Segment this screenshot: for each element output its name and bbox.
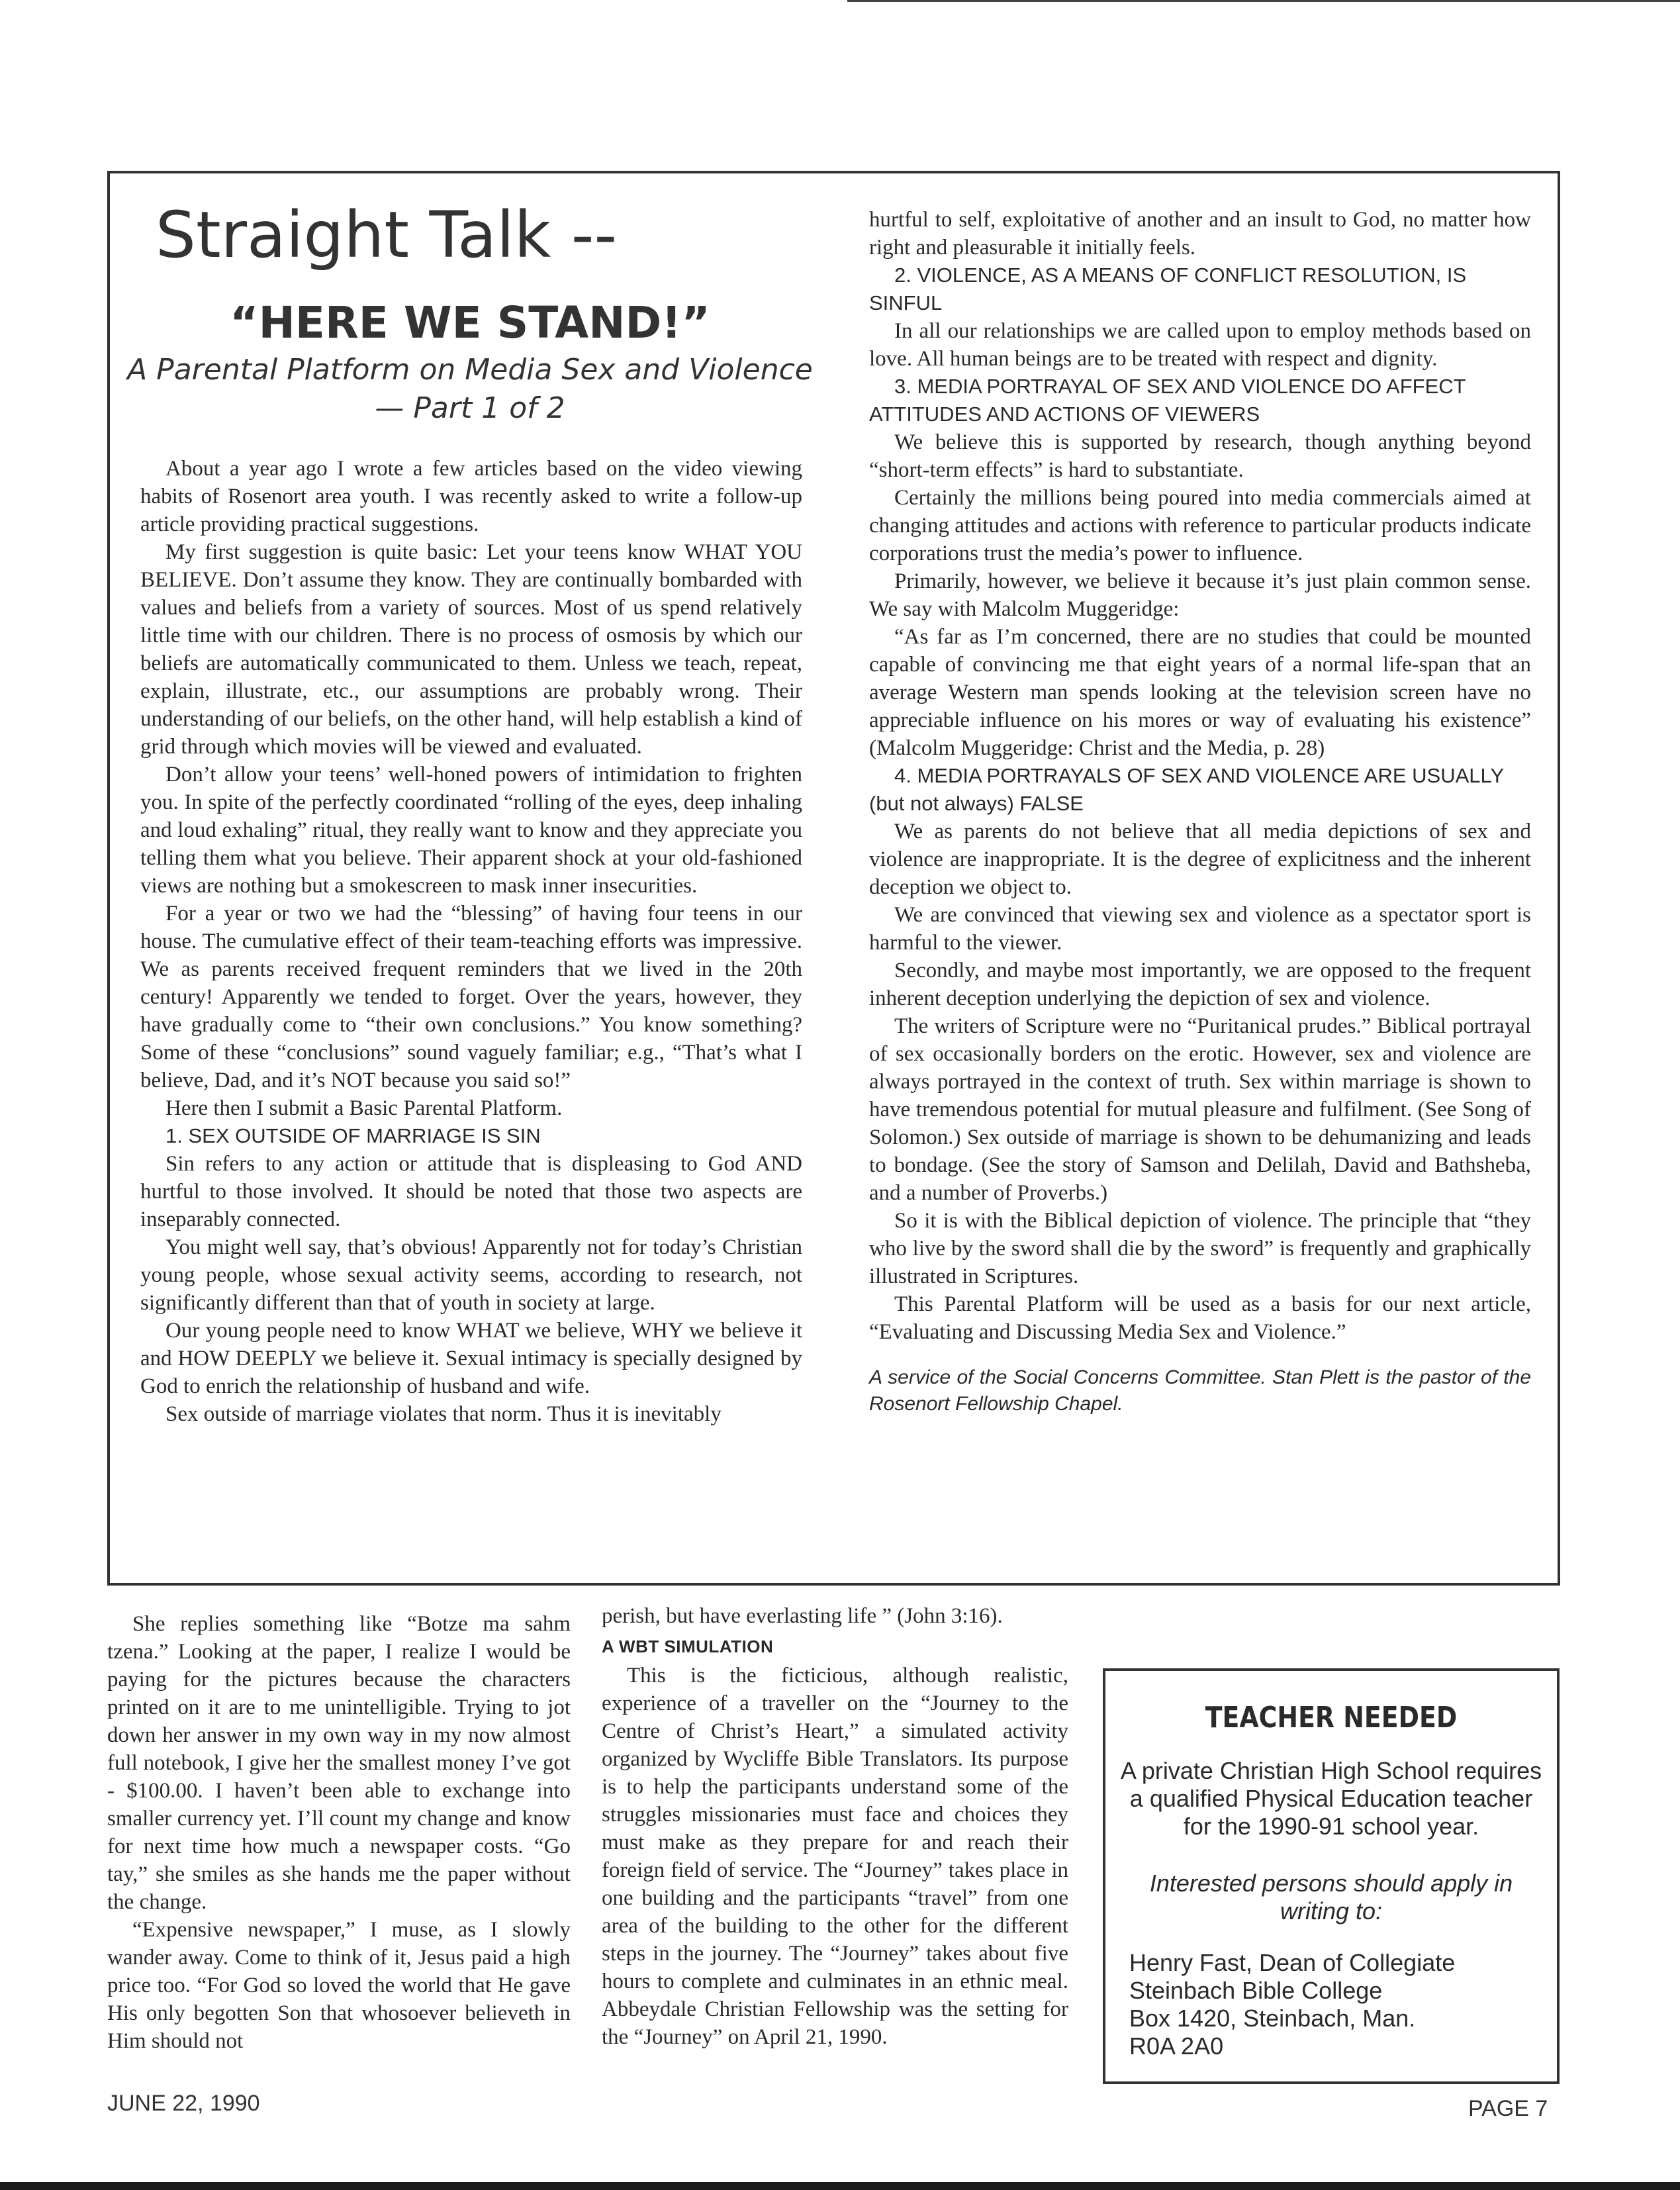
paragraph: Secondly, and maybe most importantly, we are opposed to the frequent inherent deception underlying the depiction of sex and violence. [869, 959, 1531, 1010]
section-heading: 2. VIOLENCE, AS A MEANS OF CONFLICT RESOLUTION, IS SINFUL [869, 263, 1467, 314]
article-subhead: A Parental Platform on Media Sex and Violence [127, 353, 813, 387]
paragraph: So it is with the Biblical depiction of violence. The principle that “they who live by the sword shall die by the sword” is frequently and graphically illustrated in Scriptures. [869, 1209, 1531, 1288]
paragraph: hurtful to self, exploitative of another and an insult to God, no matter how right and pleasurable it initially feels. [869, 208, 1531, 260]
address-line: Steinbach Bible College [1129, 1977, 1383, 2004]
ad-body: A private Christian High School requires a qualified Physical Education teacher for the 1990-91 school year. [1120, 1757, 1542, 1840]
page-number: PAGE 7 [1468, 2096, 1548, 2121]
bottom-edge [0, 2182, 1680, 2190]
article-subhead-part: — Part 1 of 2 [375, 391, 565, 425]
paragraph: We as parents do not believe that all media depictions of sex and violence are inappropriate. It is the degree of explicitness and the inherent deception we object to. [869, 820, 1531, 899]
lower-column-1 [107, 1610, 571, 2055]
paragraph: We are convinced that viewing sex and violence as a spectator sport is harmful to the viewer. [869, 903, 1531, 955]
address-line: Box 1420, Steinbach, Man. [1129, 2005, 1416, 2032]
section-heading: 3. MEDIA PORTRAYAL OF SEX AND VIOLENCE DO AFFECT ATTITUDES AND ACTIONS OF VIEWERS [869, 375, 1466, 426]
teacher-needed-ad [1103, 1668, 1560, 2084]
paragraph: Our young people need to know WHAT we believe, WHY we believe it and HOW DEEPLY we believe it. Sexual intimacy is specially designed by God to enrich the relationship of husband and wife. [140, 1319, 802, 1398]
paragraph: My first suggestion is quite basic: Let your teens know WHAT YOU BELIEVE. Don’t assume they know. They are continually bombarded with values and beliefs from a variety of sources. Most of us spend relatively little time with our children. There is no process of osmosis by which our beliefs are automatically communicated to them. Unless we teach, repeat, explain, illustrate, etc., our assumptions are probably wrong. Their understanding of our beliefs, on the other hand, will help establish a kind of grid through which movies will be viewed and evaluated. [140, 540, 802, 759]
paragraph: Don’t allow your teens’ well-honed powers of intimidation to frighten you. In spite of the perfectly coordinated “rolling of the eyes, deep inhaling and loud exhaling” ritual, they really want to know and they appreciate you telling them what you believe. Their apparent shock at your old-fashioned views are nothing but a smokescreen to mask inner insecurities. [140, 763, 802, 898]
issue-date: JUNE 22, 1990 [107, 2091, 260, 2116]
paragraph: This Parental Platform will be used as a basis for our next article, “Evaluating and Discussing Media Sex and Violence.” [869, 1292, 1531, 1344]
paragraph: Here then I submit a Basic Parental Platform. [165, 1096, 563, 1120]
lower-column-2 [602, 1602, 1068, 2051]
ad-title: TEACHER NEEDED [1205, 1701, 1458, 1735]
article-headline: “HERE WE STAND!” [230, 297, 710, 348]
ad-apply-instructions: Interested persons should apply in writing to: [1149, 1870, 1513, 1925]
paragraph: About a year ago I wrote a few articles based on the video viewing habits of Rosenort area youth. I was recently asked to write a follow-up article providing practical suggestions. [140, 457, 802, 536]
address-line: R0A 2A0 [1129, 2032, 1224, 2060]
article-credit: A service of the Social Concerns Committee. Stan Plett is the pastor of the Rosenort Fellowship Chapel. [869, 1366, 1531, 1415]
paragraph: In all our relationships we are called upon to employ methods based on love. All human beings are to be treated with respect and dignity. [869, 319, 1531, 371]
paragraph: She replies something like “Botze ma sahm tzena.” Looking at the paper, I realize I would be paying for the pictures because the characters printed on it are to me unintelligible. Trying to jot down her answer in my own way in my now almost full notebook, I give her the smallest money I’ve got - $100.00. I haven’t been able to exchange into smaller currency yet. I’ll count my change and know for next time how much a newspaper costs. “Go tay,” she smiles as she hands me the paper without the change. [107, 1612, 571, 1914]
paragraph: Sin refers to any action or attitude that is displeasing to God AND hurtful to those involved. It should be noted that those two aspects are inseparably connected. [140, 1152, 802, 1231]
paragraph: Certainly the millions being poured into media commercials aimed at changing attitudes and actions with reference to particular products indicate corporations trust the media’s power to influence. [869, 486, 1531, 565]
section-subhead: A WBT SIMULATION [602, 1637, 774, 1656]
top-rule [847, 0, 1680, 2]
article-right-column [869, 206, 1531, 1417]
section-heading: 1. SEX OUTSIDE OF MARRIAGE IS SIN [165, 1124, 541, 1147]
address-line: Henry Fast, Dean of Collegiate [1129, 1949, 1456, 1976]
article-title: Straight Talk -- [156, 198, 618, 272]
paragraph: Primarily, however, we believe it because it’s just plain common sense. We say with Malcolm Muggeridge: [869, 569, 1531, 621]
paragraph: “Expensive newspaper,” I muse, as I slowly wander away. Come to think of it, Jesus paid a high price too. “For God so loved the world that He gave His only begotten Son that whosoever believeth in Him should not [107, 1918, 571, 2053]
paragraph: For a year or two we had the “blessing” of having four teens in our house. The cumulative effect of their team-teaching efforts was impressive. We as parents received frequent reminders that we lived in the 20th century! Apparently we tended to forget. Over the years, however, they have gradually come to “their own conclusions.” You know something? Some of these “conclusions” sound vaguely familiar; e.g., “That’s what I believe, Dad, and it’s NOT because you said so!” [140, 902, 802, 1092]
paragraph: Sex outside of marriage violates that norm. Thus it is inevitably [165, 1402, 722, 1426]
paragraph: You might well say, that’s obvious! Apparently not for today’s Christian young people, whose sexual activity seems, according to research, not significantly different than that of youth in society at large. [140, 1235, 802, 1315]
ad-address [1129, 1949, 1546, 2060]
article-left-column [140, 455, 802, 1428]
section-heading: 4. MEDIA PORTRAYALS OF SEX AND VIOLENCE ARE USUALLY (but not always) FALSE [869, 764, 1504, 815]
paragraph: We believe this is supported by research, though anything beyond “short-term effects” is hard to substantiate. [869, 430, 1531, 482]
paragraph: perish, but have everlasting life ” (John 3:16). [602, 1604, 1003, 1628]
quote-paragraph: “As far as I’m concerned, there are no studies that could be mounted capable of convincing me that eight years of a normal life-span that an average Western man spends looking at the television screen have no appreciable influence on his mores or way of evaluating his existence” (Malcolm Muggeridge: Christ and the Media, p. 28) [869, 625, 1531, 760]
paragraph: The writers of Scripture were no “Puritanical prudes.” Biblical portrayal of sex occasionally borders on the erotic. However, sex and violence are always portrayed in the context of truth. Sex within marriage is shown to have tremendous potential for mutual pleasure and fulfilment. (See Song of Solomon.) Sex outside of marriage is shown to be dehumanizing and leads to bondage. (See the story of Samson and Delilah, David and Bathsheba, and a number of Proverbs.) [869, 1014, 1531, 1205]
paragraph: This is the ficticious, although realistic, experience of a traveller on the “Journey to the Centre of Christ’s Heart,” a simulated activity organized by Wycliffe Bible Translators. Its purpose is to help the participants understand some of the struggles missionaries must face and choices they must make as they prepare for and reach their foreign field of service. The “Journey” takes place in one building and the participants “travel” from one area of the building to the other for the different steps in the journey. The “Journey” takes about five hours to complete and culminates in an ethnic meal. Abbeydale Christian Fellowship was the setting for the “Journey” on April 21, 1990. [602, 1664, 1068, 2049]
